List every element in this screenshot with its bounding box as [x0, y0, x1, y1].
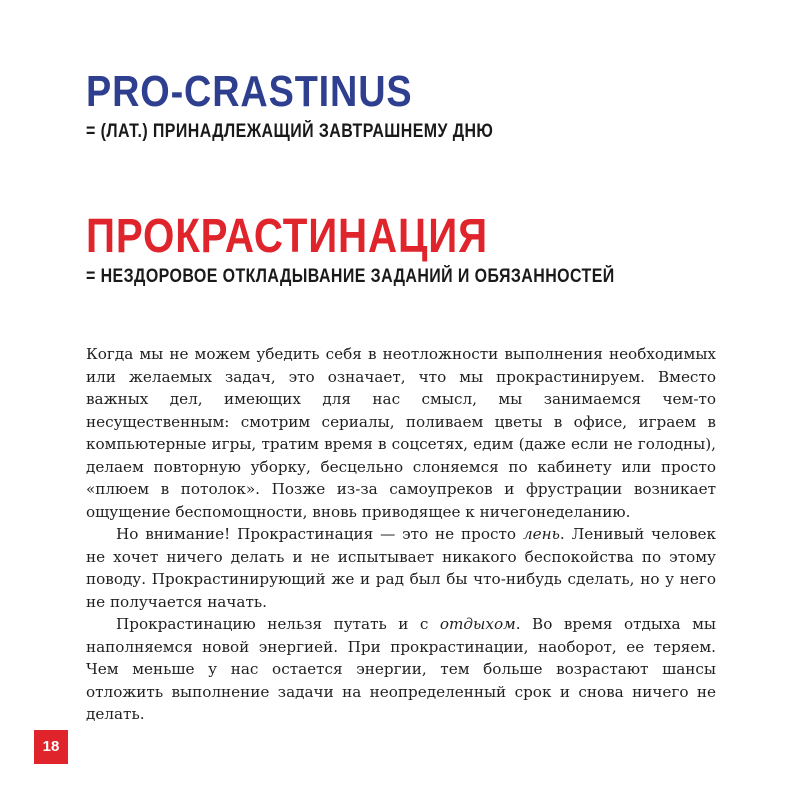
russian-term-heading: ПРОКРАСТИНАЦИЯ	[86, 210, 488, 263]
latin-term-definition: = (ЛАТ.) ПРИНАДЛЕЖАЩИЙ ЗАВТРАШНЕМУ ДНЮ	[86, 121, 494, 142]
russian-term-definition: = НЕЗДОРОВОЕ ОТКЛАДЫВАНИЕ ЗАДАНИЙ И ОБЯЗАННОСТЕЙ	[86, 266, 615, 287]
page-number: 18	[34, 730, 68, 764]
body-text	[86, 343, 716, 726]
paragraph-2-emphasis: лень	[522, 525, 560, 543]
paragraph-3-emphasis: отдыхом	[439, 615, 516, 633]
latin-term-heading: PRO-CRASTINUS	[86, 67, 413, 116]
paragraph-1: Когда мы не можем убедить себя в неотложности выполнения необходимых или желаемых задач, это означает, что мы прокрастинируем. Вместо важных дел, имеющих для нас смысл, мы занимаемся чем-то несущественным: смотрим сериалы, поливаем цветы в офисе, играем в компьютерные игры, тратим время в соцсетях, едим (даже если не голодны), делаем повторную уборку, бесцельно слоняемся по кабинету или просто «плюем в потолок». Позже из-за самоупреков и фрустрации возникает ощущение беспомощности, вновь приводящее к ничегонеделанию.	[86, 345, 716, 521]
paragraph-2	[86, 523, 716, 613]
paragraph-2-end: . Ленивый человек не хочет ничего делать и не испытывает никакого беспокойства по этому поводу. Прокрастинирующий же и рад был бы что-нибудь сделать, но у него не получается начать.	[86, 525, 716, 611]
paragraph-3-end: . Во время отдыха мы наполняемся новой энергией. При прокрастинации, наоборот, ее теряем. Чем меньше у нас остается энергии, тем больше возрастают шансы отложить выполнение задачи на неопределенный срок и снова ничего не делать.	[86, 615, 717, 723]
paragraph-2-start: Но внимание! Прокрастинация — это не просто	[116, 525, 523, 543]
paragraph-3-start: Прокрастинацию нельзя путать и с	[116, 615, 440, 633]
paragraph-3	[86, 613, 716, 726]
